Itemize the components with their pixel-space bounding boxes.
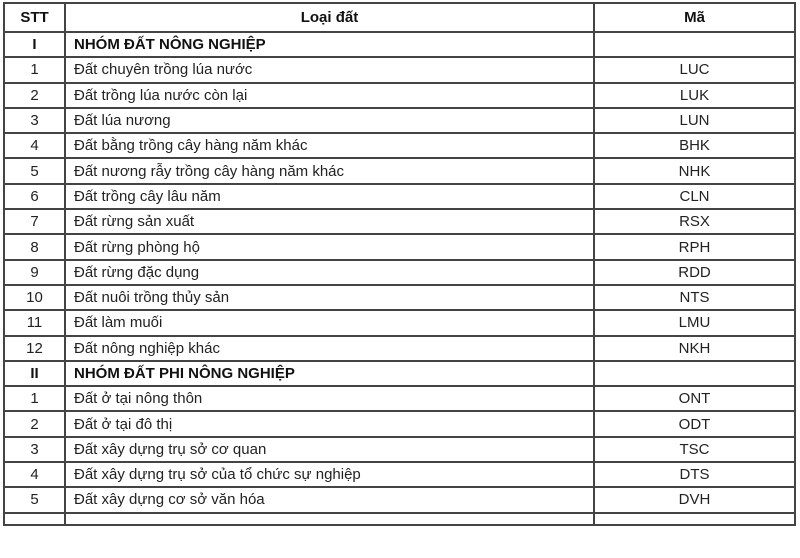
row-code: RDD bbox=[594, 260, 795, 285]
row-land-type: Đất trồng cây lâu năm bbox=[65, 184, 594, 209]
header-land-type: Loại đất bbox=[65, 3, 594, 32]
row-land-type: Đất làm muối bbox=[65, 310, 594, 335]
group-stt: II bbox=[4, 361, 65, 386]
row-stt: 7 bbox=[4, 209, 65, 234]
row-land-type: Đất ở tại đô thị bbox=[65, 411, 594, 436]
row-land-type bbox=[65, 513, 594, 525]
land-type-table bbox=[3, 2, 796, 526]
table-row bbox=[4, 57, 795, 82]
row-land-type: Đất xây dựng trụ sở của tổ chức sự nghiệp bbox=[65, 462, 594, 487]
row-code: BHK bbox=[594, 133, 795, 158]
group-name: NHÓM ĐẤT PHI NÔNG NGHIỆP bbox=[65, 361, 594, 386]
row-land-type: Đất xây dựng cơ sở văn hóa bbox=[65, 487, 594, 512]
table-row bbox=[4, 462, 795, 487]
table-row bbox=[4, 310, 795, 335]
table-row bbox=[4, 437, 795, 462]
row-land-type: Đất nông nghiệp khác bbox=[65, 336, 594, 361]
row-stt: 3 bbox=[4, 108, 65, 133]
table-row bbox=[4, 285, 795, 310]
table-header-row bbox=[4, 3, 795, 32]
row-stt: 2 bbox=[4, 411, 65, 436]
row-land-type: Đất lúa nương bbox=[65, 108, 594, 133]
header-code: Mã bbox=[594, 3, 795, 32]
row-code: LUK bbox=[594, 83, 795, 108]
row-stt: 6 bbox=[4, 184, 65, 209]
row-stt bbox=[4, 513, 65, 525]
table-row bbox=[4, 209, 795, 234]
row-code: NTS bbox=[594, 285, 795, 310]
row-stt: 1 bbox=[4, 57, 65, 82]
row-stt: 5 bbox=[4, 158, 65, 183]
row-land-type: Đất ở tại nông thôn bbox=[65, 386, 594, 411]
group-name: NHÓM ĐẤT NÔNG NGHIỆP bbox=[65, 32, 594, 57]
group-row-non-agricultural bbox=[4, 361, 795, 386]
row-code: ONT bbox=[594, 386, 795, 411]
row-code: LUN bbox=[594, 108, 795, 133]
row-code: NKH bbox=[594, 336, 795, 361]
group-stt: I bbox=[4, 32, 65, 57]
row-code: LMU bbox=[594, 310, 795, 335]
row-land-type: Đất xây dựng trụ sở cơ quan bbox=[65, 437, 594, 462]
row-code: NHK bbox=[594, 158, 795, 183]
row-stt: 12 bbox=[4, 336, 65, 361]
row-stt: 11 bbox=[4, 310, 65, 335]
row-code: DVH bbox=[594, 487, 795, 512]
row-code: ODT bbox=[594, 411, 795, 436]
table-row bbox=[4, 411, 795, 436]
row-stt: 3 bbox=[4, 437, 65, 462]
row-code: LUC bbox=[594, 57, 795, 82]
table-row bbox=[4, 487, 795, 512]
row-stt: 8 bbox=[4, 234, 65, 259]
row-code: TSC bbox=[594, 437, 795, 462]
row-code: CLN bbox=[594, 184, 795, 209]
row-stt: 10 bbox=[4, 285, 65, 310]
row-stt: 9 bbox=[4, 260, 65, 285]
row-stt: 4 bbox=[4, 133, 65, 158]
row-stt: 5 bbox=[4, 487, 65, 512]
row-land-type: Đất bằng trồng cây hàng năm khác bbox=[65, 133, 594, 158]
row-code bbox=[594, 513, 795, 525]
row-land-type: Đất trồng lúa nước còn lại bbox=[65, 83, 594, 108]
group-code bbox=[594, 361, 795, 386]
row-land-type: Đất nuôi trồng thủy sản bbox=[65, 285, 594, 310]
row-land-type: Đất rừng sản xuất bbox=[65, 209, 594, 234]
group-code bbox=[594, 32, 795, 57]
table-row bbox=[4, 83, 795, 108]
row-land-type: Đất rừng phòng hộ bbox=[65, 234, 594, 259]
table-row bbox=[4, 108, 795, 133]
row-code: RPH bbox=[594, 234, 795, 259]
table-row-cutoff bbox=[4, 513, 795, 525]
row-land-type: Đất rừng đặc dụng bbox=[65, 260, 594, 285]
table-row bbox=[4, 336, 795, 361]
table-row bbox=[4, 386, 795, 411]
table-row bbox=[4, 133, 795, 158]
table-row bbox=[4, 158, 795, 183]
table-row bbox=[4, 260, 795, 285]
header-stt: STT bbox=[4, 3, 65, 32]
row-stt: 1 bbox=[4, 386, 65, 411]
row-stt: 2 bbox=[4, 83, 65, 108]
row-land-type: Đất nương rẫy trồng cây hàng năm khác bbox=[65, 158, 594, 183]
row-land-type: Đất chuyên trồng lúa nước bbox=[65, 57, 594, 82]
row-stt: 4 bbox=[4, 462, 65, 487]
group-row-agricultural bbox=[4, 32, 795, 57]
table-row bbox=[4, 234, 795, 259]
row-code: DTS bbox=[594, 462, 795, 487]
land-type-table-container bbox=[3, 2, 794, 526]
row-code: RSX bbox=[594, 209, 795, 234]
table-row bbox=[4, 184, 795, 209]
